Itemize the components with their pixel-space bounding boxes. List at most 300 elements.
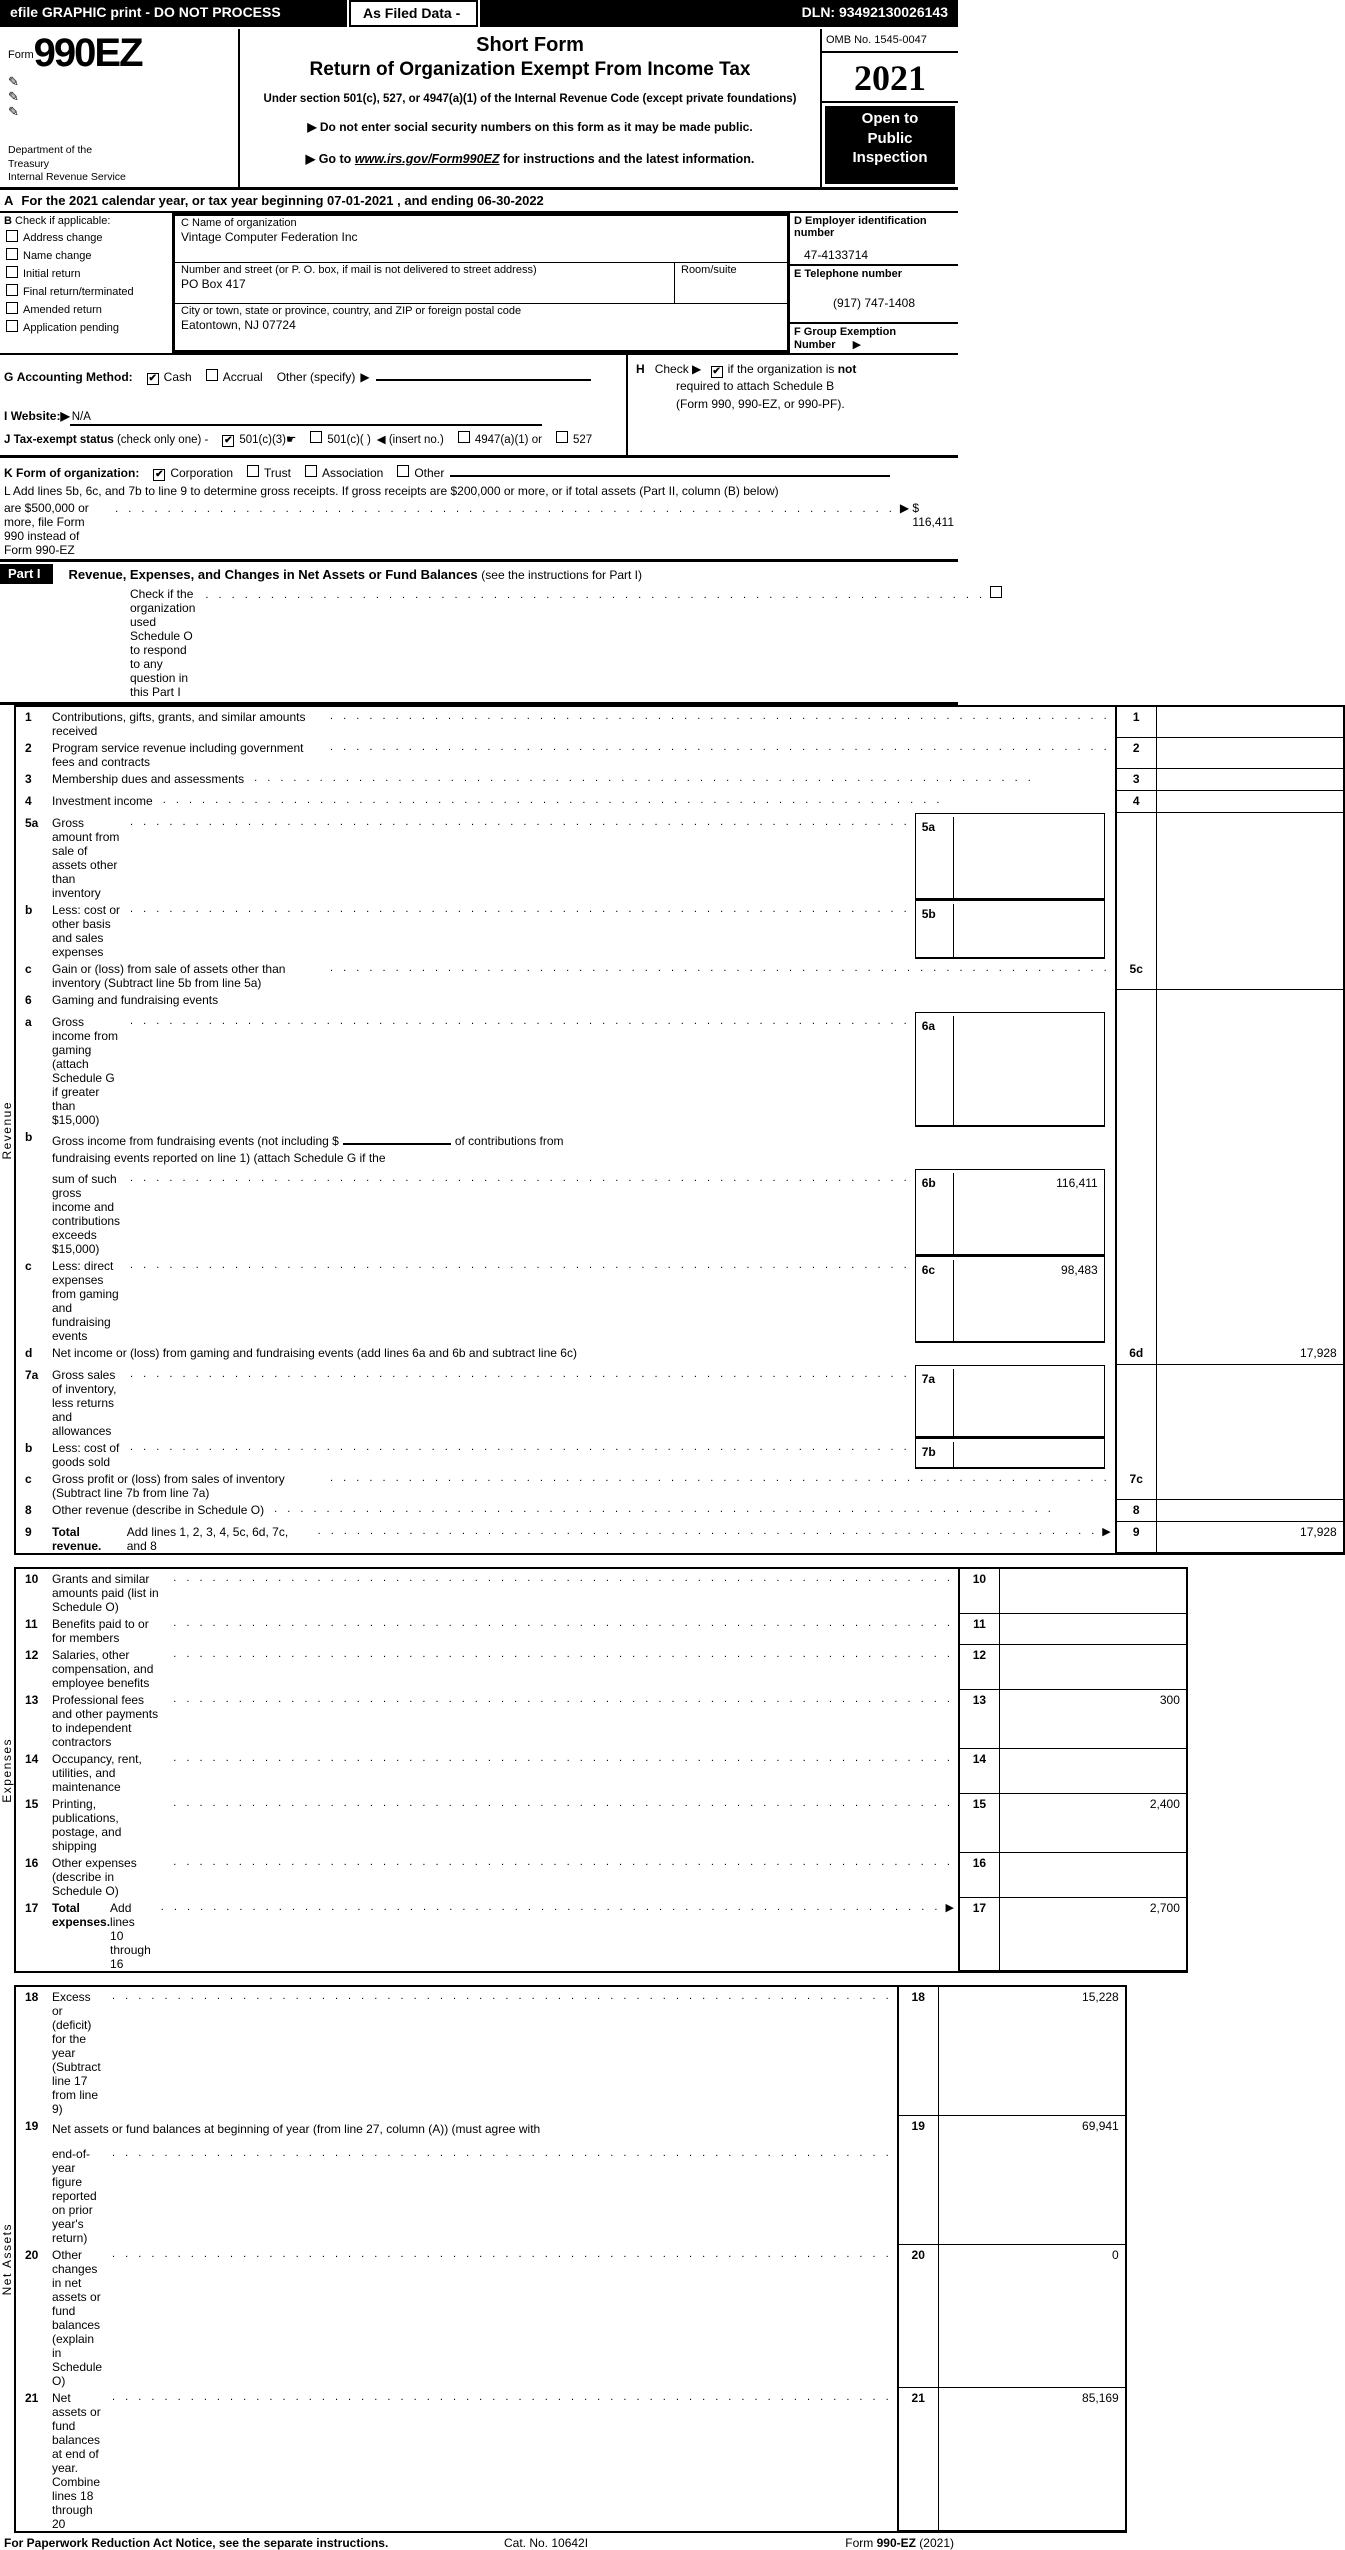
form-footer-label — [764, 2536, 954, 2550]
description-text: Add lines 10 through 16 — [110, 1901, 151, 1971]
line-description — [50, 1987, 897, 2116]
line-code-box — [1115, 1438, 1157, 1469]
cash-label: Cash — [163, 370, 192, 384]
line-description — [50, 738, 1115, 769]
street-cell — [175, 263, 787, 304]
checkbox-527[interactable] — [556, 431, 568, 443]
description-line — [52, 1169, 1115, 1256]
description-text: Gross amount from sale of assets other than inventory — [52, 816, 120, 900]
description-line — [52, 2245, 897, 2388]
street-value: PO Box 417 — [181, 277, 246, 291]
check-only-one-label: (check only one) - — [116, 434, 209, 446]
description-text: Net income or (loss) from gaming and fundraising events (add lines 6a and 6b and subtract line 6c) — [52, 1346, 577, 1360]
checkbox-label: Final return/terminated — [23, 286, 134, 298]
right-arrow-icon: ▶ — [305, 152, 316, 166]
line-number: 19 — [25, 2119, 39, 2133]
left-arrow-icon: ◀ — [376, 434, 386, 446]
line-code-box: 1 — [1115, 707, 1157, 738]
part1-schedule-o-line — [130, 586, 983, 699]
line-code-box — [1115, 1256, 1157, 1343]
description-line — [52, 1987, 897, 2116]
part1-section — [0, 1567, 1180, 1973]
line-amount — [1157, 1365, 1343, 1438]
section-vertical-label — [0, 705, 14, 1555]
line-number: 11 — [25, 1617, 38, 1631]
option-527-label: 527 — [572, 434, 593, 446]
sub-line-code: 7a — [916, 1369, 954, 1436]
sub-line-amount — [954, 904, 1104, 957]
description-text: Other expenses (describe in Schedule O) — [52, 1856, 137, 1898]
line-amount — [1157, 900, 1343, 959]
form-line-row — [16, 1012, 1343, 1127]
sub-amount-box — [915, 1438, 1105, 1469]
dot-leader: . . . . . . . . . . . . . . . . . . . . . . . . . . . . . . . . . . . . . . . . . . . . . . . . . . . . . . . . . . . . — [130, 1259, 907, 1271]
description-text: Grants and similar amounts paid (list in Schedule O) — [52, 1572, 159, 1614]
form-line-row — [16, 2245, 1125, 2388]
description-text: Less: direct expenses from gaming and fundraising events — [52, 1259, 119, 1343]
line-amount — [1000, 1569, 1186, 1614]
description-line — [52, 1853, 958, 1898]
dept-line: Department of the — [8, 144, 93, 157]
line-number: 18 — [25, 1990, 39, 2004]
description-text: of contributions from — [454, 1134, 564, 1148]
dot-leader: . . . . . . . . . . . . . . . . . . . . . . . . . . . . . . . . . . . . . . . . . . . . . . . . . . . . . . . . . . . . — [173, 1693, 950, 1705]
description-text: Program service revenue including government fees and contracts — [52, 741, 304, 769]
dot-leader: . . . . . . . . . . . . . . . . . . . . . . . . . . . . . . . . . . . . . . . . . . . . . . . . . . . . . . . . . . . . — [162, 794, 940, 806]
ein-value: 47-4133714 — [804, 248, 869, 262]
form-line-row — [16, 900, 1343, 959]
open-line: Public — [867, 129, 913, 147]
checkbox-label: Name change — [23, 250, 92, 262]
line-number: 12 — [25, 1648, 39, 1662]
right-arrow-icon: ▶ — [360, 370, 370, 384]
line-number: 6 — [25, 993, 32, 1007]
line-code-box: 4 — [1115, 791, 1157, 813]
description-line — [52, 1438, 1115, 1469]
pen-artifact-icon: ✎ — [8, 103, 19, 119]
paperwork-notice: For Paperwork Reduction Act Notice, see the separate instructions. — [4, 2536, 389, 2550]
line-description — [50, 1500, 1115, 1522]
right-arrow-icon: ▶ — [899, 501, 910, 515]
dot-leader: . . . . . . . . . . . . . . . . . . . . . . . . . . . . . . . . . . . . . . . . . . . . . . . . . . . . . . . . . . . . — [130, 1441, 907, 1453]
corporation-label: Corporation — [170, 466, 234, 480]
description-text: Add lines 1, 2, 3, 4, 5c, 6d, 7c, and 8 — [126, 1525, 289, 1553]
description-text: Other changes in net assets or fund balances (explain in Schedule O) — [52, 2248, 103, 2388]
dln-label: DLN: 93492130026143 — [801, 4, 948, 20]
line-code-box: 15 — [958, 1794, 1000, 1853]
description-line — [52, 1749, 958, 1794]
line-amount — [1157, 813, 1343, 900]
checkbox-schedule-b[interactable] — [711, 366, 723, 378]
description-line — [52, 990, 1115, 1012]
line-amount — [1157, 707, 1343, 738]
description-line — [52, 1256, 1115, 1343]
other-specify-label: Other (specify) — [276, 370, 356, 384]
line-a-text: For the 2021 calendar year, or tax year beginning 07-01-2021 , and ending 06-30-2022 — [21, 193, 544, 208]
street-subcell — [175, 263, 674, 303]
line-description — [50, 1853, 958, 1898]
line-number: c — [25, 1259, 32, 1273]
description-line — [52, 1794, 958, 1853]
line-number: 15 — [25, 1797, 39, 1811]
gross-receipts-amount: $ 116,411 — [912, 501, 955, 529]
line-amount — [1157, 1469, 1343, 1500]
section-label-text: Expenses — [0, 1737, 14, 1803]
line-code-box — [1115, 990, 1157, 1012]
checkbox-initial-return[interactable] — [6, 266, 18, 278]
option-501c-label: 501(c)( ) — [327, 434, 371, 446]
description-text: Net assets or fund balances at end of year. Combine lines 18 through 20 — [52, 2391, 101, 2531]
line-amount — [1000, 1645, 1186, 1690]
part1-title — [69, 567, 643, 582]
checkbox-accrual[interactable] — [206, 369, 218, 381]
checkbox-name-change[interactable] — [6, 248, 18, 260]
description-line — [52, 791, 1115, 813]
group-exemption-number-label: Number — [794, 339, 836, 351]
line-number: c — [25, 962, 32, 976]
section-label-text: Revenue — [0, 1100, 14, 1160]
form-subtitle: Under section 501(c), 527, or 4947(a)(1) of the Internal Revenue Code (except private foundations) — [263, 93, 797, 105]
ein-cell — [790, 213, 958, 266]
dot-leader: . . . . . . . . . . . . . . . . . . . . . . . . . . . . . . . . . . . . . . . . . . . . . . . . . . . . . . . . . . . . — [115, 503, 892, 515]
line-code-box: 7c — [1115, 1469, 1157, 1500]
section-table — [14, 1985, 1127, 2533]
line-number: 5a — [25, 816, 39, 830]
line-code-box — [1115, 900, 1157, 959]
goto-instructions-line — [240, 151, 820, 166]
form-footer-number: 990-EZ — [876, 2536, 916, 2550]
checkbox-label: Application pending — [23, 322, 120, 334]
dot-leader: . . . . . . . . . . . . . . . . . . . . . . . . . . . . . . . . . . . . . . . . . . . . . . . . . . . . . . . . . . . . — [330, 1472, 1107, 1484]
schedule-b-line1 — [636, 361, 952, 378]
description-text: Gross income from gaming (attach Schedule G if greater than $15,000) — [52, 1015, 119, 1127]
city-value: Eatontown, NJ 07724 — [181, 318, 296, 332]
description-line — [52, 1012, 1115, 1127]
trust-label: Trust — [264, 466, 291, 480]
description-text: Less: cost or other basis and sales expenses — [52, 903, 121, 959]
line-amount — [1157, 1012, 1343, 1127]
sub-line-code: 5a — [916, 817, 954, 898]
form-line-row — [16, 707, 1343, 738]
line-code-box — [1115, 1127, 1157, 1256]
checkbox-corporation[interactable] — [153, 469, 165, 481]
form-line-row — [16, 1614, 1186, 1645]
line-description — [50, 990, 1115, 1012]
sub-amount-box — [915, 813, 1105, 900]
line-description — [50, 791, 1115, 813]
dot-leader: . . . . . . . . . . . . . . . . . . . . . . . . . . . . . . . . . . . . . . . . . . . . . . . . . . . . . . . . . . . . — [130, 1172, 907, 1184]
topbar — [0, 0, 958, 29]
line-amount — [1157, 1256, 1343, 1343]
as-filed-data-label: As Filed Data - — [349, 0, 478, 27]
description-text: Excess or (deficit) for the year (Subtract line 17 from line 9) — [52, 1990, 101, 2116]
line-amount — [1157, 738, 1343, 769]
line-description — [50, 769, 1115, 791]
other-org-label: Other — [414, 466, 445, 480]
ein-label: D Employer identification number — [794, 215, 927, 239]
line-number: 13 — [25, 1693, 39, 1707]
description-line — [52, 1127, 1115, 1148]
checkbox-application-pending[interactable] — [6, 320, 18, 332]
right-arrow-icon: ▶ — [60, 409, 70, 423]
description-text: Contributions, gifts, grants, and similar amounts received — [52, 710, 306, 738]
checkbox-label: Initial return — [23, 268, 81, 280]
checkbox-501c3[interactable] — [222, 435, 234, 447]
dot-leader: . . . . . . . . . . . . . . . . . . . . . . . . . . . . . . . . . . . . . . . . . . . . . . . . . . . . . . . . . . . . — [330, 741, 1107, 753]
sub-line-code: 6a — [916, 1016, 954, 1125]
description-line — [52, 1645, 958, 1690]
sub-line-amount: 116,411 — [1056, 1176, 1098, 1190]
section-label-text: Net Assets — [0, 2222, 14, 2296]
irs-website-link[interactable]: www.irs.gov/Form990EZ — [354, 152, 500, 166]
dot-leader: . . . . . . . . . . . . . . . . . . . . . . . . . . . . . . . . . . . . . . . . . . . . . . . . . . . . . . . . . . . . — [112, 2147, 889, 2159]
line-b-prefix: B — [4, 215, 12, 227]
dot-leader: . . . . . . . . . . . . . . . . . . . . . . . . . . . . . . . . . . . . . . . . . . . . . . . . . . . . . . . . . . . . — [160, 1901, 938, 1913]
description-line — [52, 813, 1115, 900]
line-amount: 69,941 — [939, 2116, 1125, 2245]
description-text: Printing, publications, postage, and shipping — [52, 1797, 122, 1853]
website-fill-line[interactable] — [70, 411, 542, 426]
group-exemption-label: F Group Exemption — [794, 326, 897, 338]
city-cell — [175, 304, 787, 350]
form-line-row — [16, 1987, 1125, 2116]
line-amount — [1000, 1853, 1186, 1898]
form-line-row — [16, 2388, 1125, 2531]
department-label — [8, 144, 234, 185]
fill-in-line[interactable] — [343, 1130, 451, 1145]
checkbox-other-org[interactable] — [397, 465, 409, 477]
street-label: Number and street (or P. O. box, if mail is not delivered to street address) — [181, 264, 537, 276]
line-description — [50, 1645, 958, 1690]
line-number: c — [25, 1472, 32, 1486]
description-text: Gain or (loss) from sale of assets other than inventory (Subtract line 5b from line 5a) — [52, 962, 286, 990]
form-line-row — [16, 1645, 1186, 1690]
schedule-b-line3: (Form 990, 990-EZ, or 990-PF). — [676, 396, 845, 411]
checkbox-row-address-change — [6, 230, 170, 244]
org-name-value: Vintage Computer Federation Inc — [181, 230, 358, 244]
description-line — [52, 1690, 958, 1749]
sub-amount-box — [915, 1256, 1105, 1343]
description-text: Occupancy, rent, utilities, and maintenance — [52, 1752, 142, 1794]
form-title-small: Short Form — [476, 34, 584, 56]
line-description — [50, 1690, 958, 1749]
schedule-o-check-text: Check if the organization used Schedule O to respond to any question in this Part I — [130, 587, 196, 699]
sub-amount-box — [915, 1365, 1105, 1438]
line-code-box: 3 — [1115, 769, 1157, 791]
schedule-b-text: if the organization is — [727, 362, 838, 376]
line-description — [50, 1012, 1115, 1127]
dot-leader: . . . . . . . . . . . . . . . . . . . . . . . . . . . . . . . . . . . . . . . . . . . . . . . . . . . . . . . . . . . . — [274, 1503, 1051, 1515]
org-info-block — [0, 213, 958, 355]
gross-receipts-text2-line — [4, 501, 954, 557]
line-amount: 17,928 — [1157, 1522, 1343, 1553]
form-word: Form — [8, 49, 34, 61]
description-line: fundraising events reported on line 1) (attach Schedule G if the — [52, 1151, 386, 1165]
checkbox-amended-return[interactable] — [6, 302, 18, 314]
description-text: Other revenue (describe in Schedule O) — [52, 1503, 265, 1517]
sub-line-amount — [954, 817, 1104, 898]
line-description — [50, 1438, 1115, 1469]
form-line-row — [16, 813, 1343, 900]
line-amount — [1157, 990, 1343, 1012]
description-line — [52, 707, 1115, 738]
checkbox-cash[interactable] — [147, 373, 159, 385]
line-amount — [1157, 1500, 1343, 1522]
tax-year-line — [0, 190, 958, 213]
line-code-box: 5c — [1115, 959, 1157, 990]
line-description — [50, 707, 1115, 738]
phone-value: (917) 747-1408 — [832, 296, 916, 310]
description-line — [52, 1343, 1115, 1365]
form-line-row — [16, 1898, 1186, 1971]
open-line: Open to — [861, 110, 919, 127]
option-4947a1-label: 4947(a)(1) or — [474, 434, 542, 446]
schedule-b-line2: required to attach Schedule B — [676, 379, 835, 394]
line-description — [50, 1794, 958, 1853]
check-icon: ✔ — [712, 366, 721, 377]
description-line — [52, 738, 1115, 769]
line-code-box — [1115, 1012, 1157, 1127]
description-text: Membership dues and assessments — [52, 772, 245, 786]
other-org-fill-line[interactable] — [450, 462, 890, 477]
check-if-applicable-title — [4, 215, 170, 227]
dot-leader: . . . . . . . . . . . . . . . . . . . . . . . . . . . . . . . . . . . . . . . . . . . . . . . . . . . . . . . . . . . . — [330, 710, 1107, 722]
sub-amount-box — [915, 1012, 1105, 1127]
phone-label: E Telephone number — [794, 268, 902, 280]
line-b-title: Check if applicable: — [15, 215, 111, 227]
dot-leader: . . . . . . . . . . . . . . . . . . . . . . . . . . . . . . . . . . . . . . . . . . . . . . . . . . . . . . . . . . . . — [130, 1368, 907, 1380]
check-icon: ✔ — [224, 435, 233, 446]
line-number: 1 — [25, 710, 32, 724]
line-description — [50, 2388, 897, 2531]
description-line — [52, 1365, 1115, 1438]
line-number: 8 — [25, 1503, 32, 1517]
line-description — [50, 900, 1115, 959]
line-number: 16 — [25, 1856, 39, 1870]
description-text: Benefits paid to or for members — [52, 1617, 149, 1645]
line-description — [50, 1898, 958, 1971]
description-text: Gaming and fundraising events — [52, 993, 219, 1007]
form-number: 990EZ — [33, 31, 142, 75]
description-line — [52, 1469, 1115, 1500]
form-title-block — [240, 29, 822, 187]
form-of-organization-line — [0, 458, 958, 483]
checkbox-row-amended-return — [6, 302, 170, 316]
line-number: 17 — [25, 1901, 39, 1915]
line-description — [50, 2245, 897, 2388]
line-description — [50, 1256, 1115, 1343]
form-line-row — [16, 1127, 1343, 1256]
right-arrow-icon: ▶ — [1102, 1526, 1111, 1538]
line-number: 9 — [25, 1525, 32, 1539]
accounting-method-line — [4, 366, 622, 385]
section-table — [14, 1567, 1188, 1973]
line-number: b — [25, 903, 33, 917]
part1-header — [0, 559, 983, 705]
line-description — [50, 1569, 958, 1614]
description-line — [52, 1614, 958, 1645]
checkbox-address-change[interactable] — [6, 230, 18, 242]
line-number: 21 — [25, 2391, 39, 2405]
dot-leader: . . . . . . . . . . . . . . . . . . . . . . . . . . . . . . . . . . . . . . . . . . . . . . . . . . . . . . . . . . . . — [130, 903, 907, 915]
checkbox-association[interactable] — [305, 465, 317, 477]
tax-exempt-status-line — [4, 431, 622, 447]
group-exemption-cell — [790, 324, 958, 353]
ssn-warning-line — [240, 120, 820, 134]
part1-title-line — [0, 564, 958, 584]
form-line-row — [16, 1522, 1343, 1553]
part1-table — [0, 705, 1337, 2533]
room-suite-label: Room/suite — [681, 264, 737, 276]
line-amount — [1157, 1438, 1343, 1469]
line-code-box: 11 — [958, 1614, 1000, 1645]
ein-phone-column — [790, 213, 958, 353]
form-line-row — [16, 1343, 1343, 1365]
line-description — [50, 1365, 1115, 1438]
line-code-box: 12 — [958, 1645, 1000, 1690]
checkbox-final-return[interactable] — [6, 284, 18, 296]
sub-line-code: 6b — [916, 1173, 954, 1254]
other-specify-fill-line[interactable] — [376, 366, 591, 381]
checkbox-schedule-o[interactable] — [990, 586, 1002, 598]
phone-cell — [790, 266, 958, 324]
checkbox-4947a1[interactable] — [458, 431, 470, 443]
dept-line: Internal Revenue Service — [8, 171, 126, 184]
insert-no-label: (insert no.) — [388, 434, 444, 446]
description-text: Gross sales of inventory, less returns and allowances — [52, 1368, 117, 1438]
description-line — [52, 769, 1115, 791]
form-line-row — [16, 959, 1343, 990]
line-code-box — [1115, 1365, 1157, 1438]
checkbox-row-initial-return — [6, 266, 170, 280]
tax-exempt-status-label: Tax-exempt status — [13, 434, 114, 446]
checkbox-row-name-change — [6, 248, 170, 262]
sub-line-code: 5b — [916, 904, 954, 957]
line-number: 7a — [25, 1368, 39, 1382]
form-line-row — [16, 1794, 1186, 1853]
line-amount — [1000, 1614, 1186, 1645]
right-arrow-icon: ▶ — [852, 339, 862, 351]
description-text: end-of-year figure reported on prior year's return) — [52, 2147, 97, 2245]
form-of-organization-label: Form of organization: — [16, 466, 140, 480]
dot-leader: . . . . . . . . . . . . . . . . . . . . . . . . . . . . . . . . . . . . . . . . . . . . . . . . . . . . . . . . . . . . — [173, 1648, 950, 1660]
part1-section — [0, 1985, 1119, 2533]
line-number: 20 — [25, 2248, 39, 2262]
section-vertical-label — [0, 1567, 14, 1973]
checkbox-row-final-return — [6, 284, 170, 298]
form-line-row — [16, 1438, 1343, 1469]
line-code-box: 21 — [897, 2388, 939, 2531]
form-line-row — [16, 1256, 1343, 1343]
line-amount: 300 — [1000, 1690, 1186, 1749]
efile-status-label: efile GRAPHIC print - DO NOT PROCESS — [10, 4, 281, 20]
line-code-box: 8 — [1115, 1500, 1157, 1522]
line-code-box: 14 — [958, 1749, 1000, 1794]
line-amount: 2,700 — [1000, 1898, 1186, 1971]
city-label: City or town, state or province, country, and ZIP or foreign postal code — [181, 305, 522, 317]
sub-line-code: 7b — [916, 1442, 954, 1467]
line-amount — [1157, 1127, 1343, 1256]
checkbox-trust[interactable] — [247, 465, 259, 477]
form-line-row — [16, 1569, 1186, 1614]
line-amount — [1157, 959, 1343, 990]
check-if-applicable-column — [0, 213, 172, 353]
checkbox-501c-other[interactable] — [310, 431, 322, 443]
sub-line-amount — [954, 1369, 1104, 1436]
line-number: a — [25, 1015, 32, 1029]
accrual-label: Accrual — [222, 370, 263, 384]
description-text: Gross income from fundraising events (not including $ — [52, 1134, 339, 1148]
